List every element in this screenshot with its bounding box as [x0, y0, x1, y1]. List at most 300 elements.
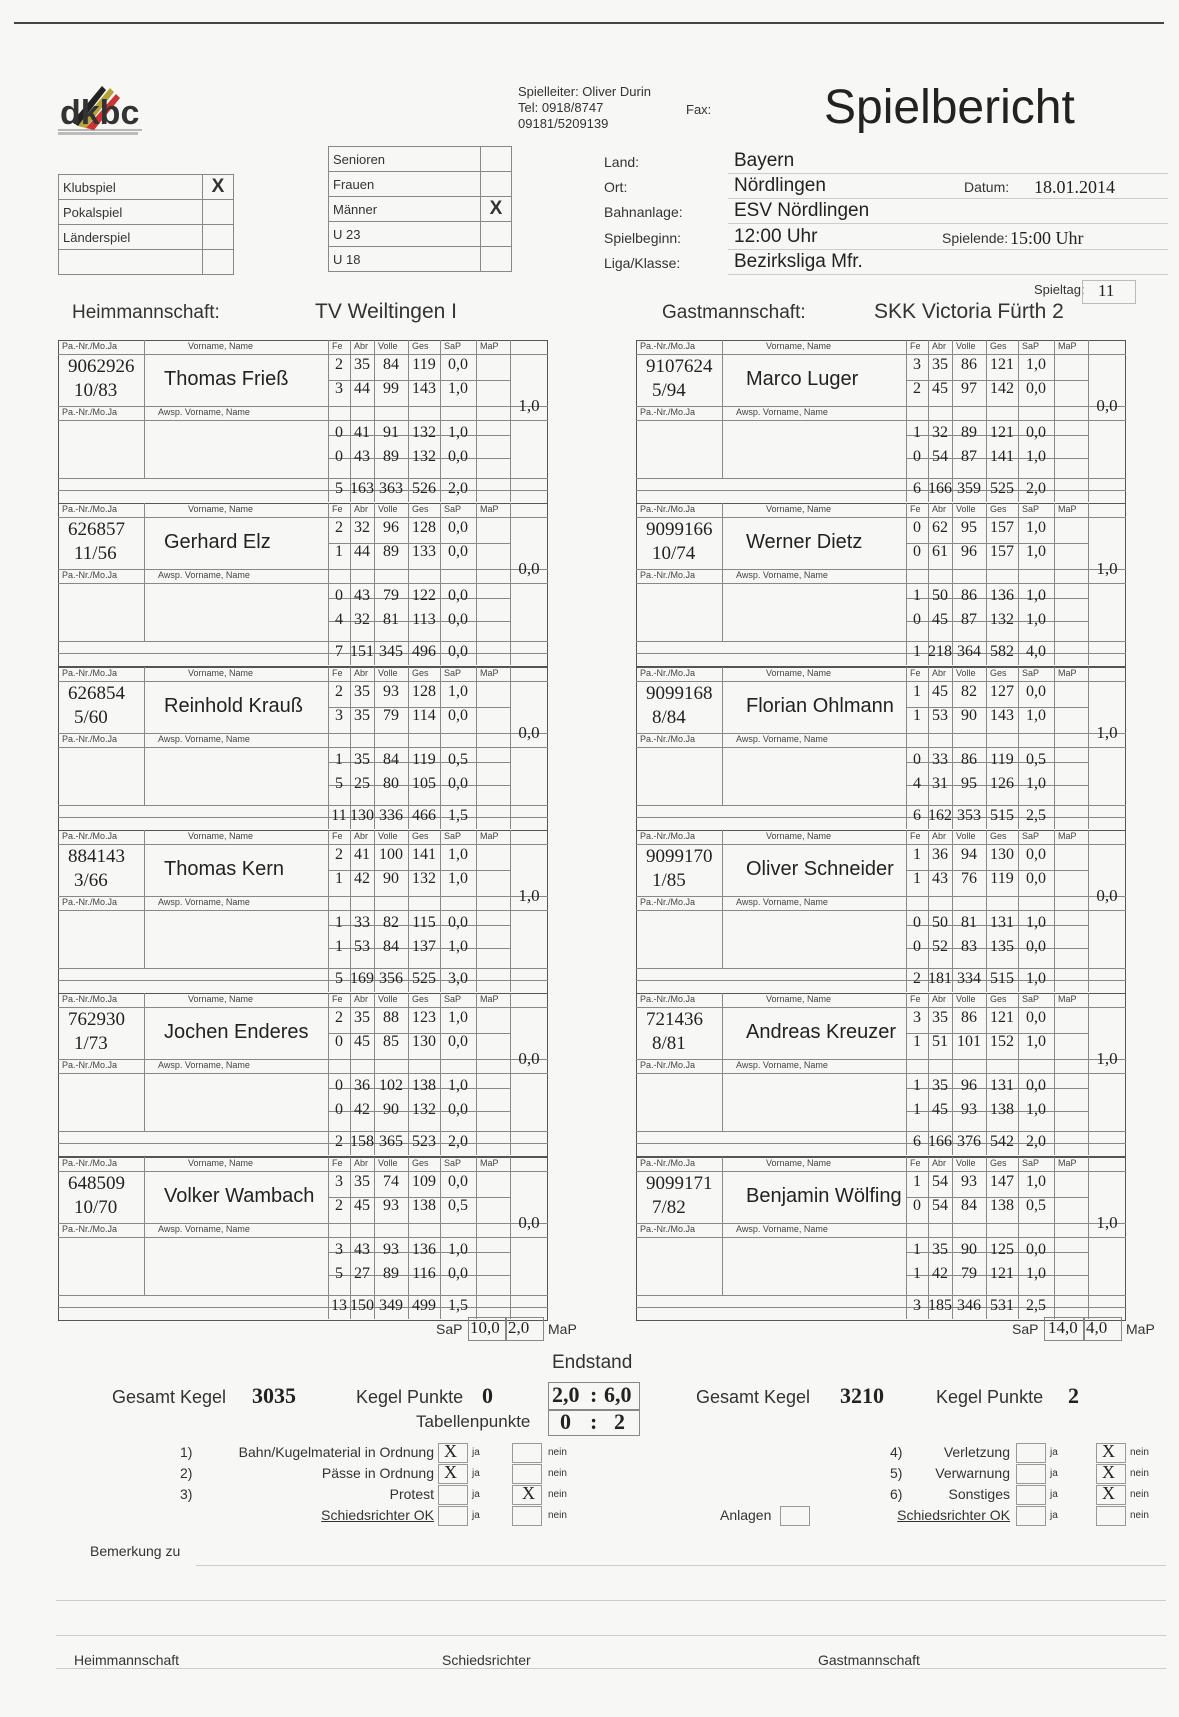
ges-header: Ges: [990, 831, 1007, 841]
grid-hline: [58, 517, 548, 518]
score-cell: 0: [335, 1033, 343, 1050]
score-cell: 126: [990, 775, 1014, 792]
score-cell: 3: [335, 707, 343, 724]
pass-header-2: Pa.-Nr./Mo.Ja: [640, 570, 696, 580]
score-cell: 42: [354, 1101, 370, 1118]
endstand-home: 2,0: [552, 1382, 580, 1407]
score-cell: 88: [383, 1009, 399, 1026]
score-cell: 76: [961, 870, 977, 887]
volle-header: Volle: [956, 831, 976, 841]
sum-cell: 496: [412, 643, 436, 660]
map-header: MaP: [1058, 504, 1077, 514]
game-type-mark: X: [203, 175, 234, 200]
score-cell: 0: [335, 424, 343, 441]
player-name: Thomas Kern: [164, 858, 285, 880]
score-cell: 115: [412, 914, 436, 931]
sum-cell: 531: [990, 1297, 1014, 1314]
home-player-block: [58, 340, 548, 504]
sum-cell: 166: [928, 480, 952, 497]
player-name: Oliver Schneider: [746, 858, 894, 880]
sum-cell: 2,0: [448, 480, 468, 497]
score-cell: 2: [335, 356, 343, 373]
score-cell: 1,0: [1026, 543, 1046, 560]
score-cell: 114: [412, 707, 436, 724]
info-liga-line: [728, 274, 1168, 275]
player-pass-number: 9099171: [646, 1173, 713, 1194]
check-nein-box[interactable]: [512, 1464, 542, 1484]
sig-guest-label: Gastmannschaft: [818, 1652, 920, 1668]
check-label: Schiedsrichter OK: [897, 1507, 1010, 1523]
sum-cell: 515: [990, 807, 1014, 824]
sum-cell: 158: [350, 1133, 374, 1150]
score-cell: 61: [932, 543, 948, 560]
sap-header: SaP: [444, 341, 462, 351]
ja-label: ja: [1050, 1489, 1058, 1500]
grid-hline: [58, 1171, 548, 1172]
score-cell: 45: [932, 380, 948, 397]
grid-hline: [58, 583, 548, 584]
pass-header-2: Pa.-Nr./Mo.Ja: [640, 407, 696, 417]
score-cell: 0,0: [448, 1173, 468, 1190]
player-pass-number: 626854: [68, 683, 125, 704]
check-ja-box[interactable]: [1016, 1506, 1046, 1526]
score-cell: 123: [412, 1009, 436, 1026]
check-nein-mark: X: [1102, 1462, 1115, 1482]
sum-cell: 515: [990, 970, 1014, 987]
score-cell: 0: [335, 1101, 343, 1118]
home-player-block: [58, 993, 548, 1157]
score-cell: 43: [354, 448, 370, 465]
sum-cell: 6: [913, 1133, 921, 1150]
score-cell: 127: [990, 683, 1014, 700]
game-type-label: Pokalspiel: [59, 200, 203, 225]
player-map-value: 1,0: [1096, 559, 1118, 578]
home-map-label: MaP: [548, 1321, 577, 1337]
info-beginn-line: [728, 249, 1168, 250]
map-header: MaP: [1058, 831, 1077, 841]
ges-header: Ges: [990, 668, 1007, 678]
awsp-header: Awsp. Vorname, Name: [158, 1224, 250, 1234]
grid-hline: [58, 641, 548, 642]
check-label: Verwarnung: [935, 1465, 1010, 1481]
score-cell: 1,0: [448, 1009, 468, 1026]
check-number: 2): [180, 1465, 193, 1481]
spielleiter-block: [518, 84, 651, 132]
score-cell: 42: [354, 870, 370, 887]
grid-hline: [636, 478, 1126, 479]
score-cell: 86: [961, 1009, 977, 1026]
check-ja-box[interactable]: [1016, 1485, 1046, 1505]
home-team-name: TV Weiltingen I: [315, 300, 458, 323]
score-cell: 79: [383, 707, 399, 724]
game-type-label: Klubspiel: [59, 175, 203, 200]
grid-vline: [510, 830, 511, 992]
score-cell: 89: [961, 424, 977, 441]
awsp-header: Awsp. Vorname, Name: [736, 1060, 828, 1070]
score-cell: 1: [335, 938, 343, 955]
score-cell: 138: [990, 1197, 1014, 1214]
sum-cell: 181: [928, 970, 952, 987]
sum-cell: 3: [913, 1297, 921, 1314]
map-header: MaP: [1058, 668, 1077, 678]
sum-cell: 2: [913, 970, 921, 987]
grid-vline: [476, 340, 477, 502]
map-header: MaP: [1058, 341, 1077, 351]
home-player-block: [58, 667, 548, 831]
abr-header: Abr: [354, 504, 369, 514]
score-cell: 0,0: [448, 1033, 468, 1050]
guest-player-block: [636, 993, 1126, 1157]
score-cell: 90: [961, 707, 977, 724]
score-cell: 96: [961, 543, 977, 560]
grid-hline: [58, 747, 548, 748]
sap-header: SaP: [1022, 504, 1040, 514]
grid-vline: [476, 993, 477, 1155]
score-cell: 1,0: [1026, 587, 1046, 604]
score-cell: 53: [354, 938, 370, 955]
sum-cell: 166: [928, 1133, 952, 1150]
grid-vline: [144, 1157, 145, 1295]
score-cell: 93: [961, 1101, 977, 1118]
nein-label: nein: [1130, 1489, 1149, 1500]
score-cell: 0,0: [1026, 1077, 1046, 1094]
sap-header: SaP: [1022, 668, 1040, 678]
score-cell: 0,5: [448, 1197, 468, 1214]
score-cell: 128: [412, 683, 436, 700]
grid-hline: [636, 583, 1126, 584]
check-ja-box[interactable]: [1016, 1464, 1046, 1484]
player-map-value: 0,0: [518, 1049, 540, 1068]
score-cell: 1,0: [448, 380, 468, 397]
score-cell: 3: [913, 356, 921, 373]
game-type-row: [59, 250, 234, 275]
score-cell: 130: [412, 1033, 436, 1050]
player-map-value: 1,0: [1096, 1213, 1118, 1232]
score-cell: 3: [335, 1173, 343, 1190]
check-ja-box[interactable]: [438, 1485, 468, 1505]
guest-map-label: MaP: [1126, 1321, 1155, 1337]
grid-hline: [636, 896, 1126, 897]
sum-cell: 1: [913, 643, 921, 660]
grid-hline: [58, 354, 548, 355]
home-player-block: [58, 830, 548, 994]
category-mark: [481, 172, 512, 197]
grid-hline: [58, 1295, 548, 1296]
check-nein-box[interactable]: [512, 1506, 542, 1526]
pass-header: Pa.-Nr./Mo.Ja: [640, 341, 696, 351]
fe-header: Fe: [910, 504, 921, 514]
fe-header: Fe: [910, 831, 921, 841]
pass-header-2: Pa.-Nr./Mo.Ja: [640, 1224, 696, 1234]
score-cell: 0,0: [1026, 1009, 1046, 1026]
name-header: Vorname, Name: [766, 994, 832, 1004]
game-type-label: [59, 250, 203, 275]
score-cell: 2: [335, 846, 343, 863]
grid-hline: [636, 569, 1126, 570]
sum-cell: 1,0: [1026, 970, 1046, 987]
check-nein-box[interactable]: [1096, 1506, 1126, 1526]
score-cell: 5: [335, 1265, 343, 1282]
name-header: Vorname, Name: [766, 1158, 832, 1168]
score-cell: 0,0: [1026, 424, 1046, 441]
score-cell: 80: [383, 775, 399, 792]
abr-header: Abr: [932, 1158, 947, 1168]
score-cell: 1,0: [448, 938, 468, 955]
score-cell: 113: [412, 611, 436, 628]
score-cell: 32: [932, 424, 948, 441]
score-cell: 2: [335, 1197, 343, 1214]
check-label: Bahn/Kugelmaterial in Ordnung: [238, 1444, 434, 1460]
ges-header: Ges: [412, 341, 429, 351]
grid-vline: [1088, 667, 1089, 829]
score-cell: 121: [990, 424, 1014, 441]
score-cell: 116: [412, 1265, 436, 1282]
check-number: 6): [890, 1486, 903, 1502]
score-cell: 0: [335, 587, 343, 604]
score-cell: 131: [990, 914, 1014, 931]
awsp-header: Awsp. Vorname, Name: [736, 570, 828, 580]
home-player-block: [58, 1157, 548, 1321]
guest-sap-total: 14,0: [1048, 1318, 1078, 1337]
check-ja-mark: X: [444, 1441, 457, 1461]
score-cell: 35: [354, 751, 370, 768]
score-cell: 122: [412, 587, 436, 604]
ges-header: Ges: [412, 668, 429, 678]
grid-hline: [58, 844, 548, 845]
grid-hline: [636, 844, 1126, 845]
score-cell: 32: [354, 611, 370, 628]
fe-header: Fe: [332, 1158, 343, 1168]
info-beginn-value: 12:00 Uhr: [734, 226, 818, 247]
info-ende-label: Spielende:: [942, 230, 1009, 246]
score-cell: 27: [354, 1265, 370, 1282]
score-cell: 102: [379, 1077, 403, 1094]
score-cell: 81: [383, 611, 399, 628]
score-cell: 121: [990, 356, 1014, 373]
score-cell: 1,0: [1026, 775, 1046, 792]
grid-hline: [636, 1131, 1126, 1132]
info-ort-line: [728, 198, 1168, 199]
score-cell: 132: [990, 611, 1014, 628]
sum-cell: 365: [379, 1133, 403, 1150]
ja-label: ja: [472, 1468, 480, 1479]
check-ja-box[interactable]: [438, 1506, 468, 1526]
nein-label: nein: [1130, 1510, 1149, 1521]
score-cell: 4: [335, 611, 343, 628]
name-header: Vorname, Name: [188, 831, 254, 841]
ja-label: ja: [1050, 1510, 1058, 1521]
score-cell: 101: [957, 1033, 981, 1050]
info-datum-label: Datum:: [964, 179, 1010, 195]
anlagen-box[interactable]: [780, 1506, 810, 1526]
score-cell: 0,0: [1026, 846, 1046, 863]
player-map-value: 0,0: [518, 559, 540, 578]
player-name: Gerhard Elz: [164, 531, 271, 553]
score-cell: 50: [932, 914, 948, 931]
score-cell: 0,0: [448, 519, 468, 536]
pass-header-2: Pa.-Nr./Mo.Ja: [640, 734, 696, 744]
sum-cell: 11: [331, 807, 347, 824]
score-cell: 1: [913, 870, 921, 887]
game-type-row: [59, 200, 234, 225]
name-header: Vorname, Name: [766, 341, 832, 351]
score-cell: 135: [990, 938, 1014, 955]
sap-header: SaP: [444, 994, 462, 1004]
grid-hline: [636, 354, 1126, 355]
score-cell: 142: [990, 380, 1014, 397]
grid-vline: [476, 1157, 477, 1319]
awsp-header: Awsp. Vorname, Name: [736, 1224, 828, 1234]
score-cell: 0,0: [448, 448, 468, 465]
score-cell: 121: [990, 1265, 1014, 1282]
ja-label: ja: [472, 1510, 480, 1521]
score-cell: 35: [932, 1009, 948, 1026]
score-cell: 1: [913, 683, 921, 700]
sum-cell: 185: [928, 1297, 952, 1314]
check-ja-box[interactable]: [1016, 1443, 1046, 1463]
sum-cell: 1,5: [448, 1297, 468, 1314]
guest-gesamt-label: Gesamt Kegel: [696, 1387, 811, 1407]
map-header: MaP: [1058, 1158, 1077, 1168]
score-cell: 54: [932, 448, 948, 465]
info-liga-value: Bezirksliga Mfr.: [734, 251, 863, 272]
info-beginn-label: Spielbeginn:: [604, 230, 682, 246]
score-cell: 90: [383, 1101, 399, 1118]
score-cell: 0,0: [1026, 938, 1046, 955]
abr-header: Abr: [354, 668, 369, 678]
grid-hline: [58, 1073, 548, 1074]
player-birth-date: 8/81: [652, 1033, 686, 1054]
awsp-header: Awsp. Vorname, Name: [158, 1060, 250, 1070]
check-number: 1): [180, 1444, 193, 1460]
score-cell: 45: [354, 1033, 370, 1050]
grid-hline: [58, 406, 548, 407]
category-label: Männer: [329, 197, 481, 222]
sum-cell: 6: [913, 807, 921, 824]
grid-vline: [1088, 340, 1089, 502]
guest-player-block: [636, 667, 1126, 831]
score-cell: 147: [990, 1173, 1014, 1190]
score-cell: 81: [961, 914, 977, 931]
score-cell: 1,0: [1026, 519, 1046, 536]
sap-header: SaP: [1022, 831, 1040, 841]
grid-hline: [58, 478, 548, 479]
check-number: 3): [180, 1486, 193, 1502]
sum-cell: 3,0: [448, 970, 468, 987]
category-mark: [481, 222, 512, 247]
score-cell: 79: [961, 1265, 977, 1282]
game-type-mark: [203, 250, 234, 275]
score-cell: 53: [932, 707, 948, 724]
score-cell: 35: [932, 1241, 948, 1258]
ges-header: Ges: [990, 1158, 1007, 1168]
check-nein-box[interactable]: [512, 1443, 542, 1463]
check-label: Schiedsrichter OK: [321, 1507, 434, 1523]
score-cell: 0,0: [448, 914, 468, 931]
info-datum-value: 18.01.2014: [1034, 177, 1115, 197]
score-cell: 133: [412, 543, 436, 560]
score-cell: 54: [932, 1197, 948, 1214]
sap-header: SaP: [444, 831, 462, 841]
pass-header: Pa.-Nr./Mo.Ja: [62, 341, 118, 351]
svg-text:dkbc: dkbc: [60, 94, 140, 132]
score-cell: 157: [990, 519, 1014, 536]
score-cell: 87: [961, 448, 977, 465]
guest-team-label: Gastmannschaft:: [662, 302, 806, 323]
score-cell: 0,0: [448, 587, 468, 604]
score-cell: 1,0: [1026, 914, 1046, 931]
ja-label: ja: [1050, 1447, 1058, 1458]
grid-hline: [58, 910, 548, 911]
grid-vline: [510, 1157, 511, 1319]
home-sap-total: 10,0: [470, 1318, 500, 1337]
abr-header: Abr: [354, 341, 369, 351]
grid-vline: [722, 503, 723, 641]
score-cell: 35: [354, 707, 370, 724]
score-cell: 1,0: [448, 870, 468, 887]
score-cell: 3: [335, 380, 343, 397]
sum-cell: 364: [957, 643, 981, 660]
ges-header: Ges: [412, 994, 429, 1004]
player-name: Jochen Enderes: [164, 1021, 309, 1043]
score-cell: 132: [412, 870, 436, 887]
volle-header: Volle: [956, 668, 976, 678]
home-sap-label: SaP: [436, 1321, 463, 1337]
score-cell: 35: [932, 1077, 948, 1094]
bemerkung-line-3: [56, 1635, 1166, 1636]
map-header: MaP: [480, 668, 499, 678]
fe-header: Fe: [910, 668, 921, 678]
score-cell: 45: [932, 1101, 948, 1118]
sap-header: SaP: [444, 668, 462, 678]
score-cell: 4: [913, 775, 921, 792]
category-row: [329, 247, 512, 272]
score-cell: 1: [913, 587, 921, 604]
score-cell: 119: [990, 870, 1014, 887]
score-cell: 0,0: [1026, 1241, 1046, 1258]
pass-header: Pa.-Nr./Mo.Ja: [62, 668, 118, 678]
volle-header: Volle: [378, 831, 398, 841]
score-cell: 136: [412, 1241, 436, 1258]
map-header: MaP: [480, 994, 499, 1004]
nein-label: nein: [1130, 1468, 1149, 1479]
grid-hline: [636, 1059, 1126, 1060]
sum-cell: 525: [412, 970, 436, 987]
score-cell: 1,0: [448, 424, 468, 441]
score-cell: 141: [990, 448, 1014, 465]
score-cell: 90: [961, 1241, 977, 1258]
player-birth-date: 10/70: [74, 1197, 118, 1218]
endstand-sep: :: [590, 1382, 598, 1407]
sum-cell: 169: [350, 970, 374, 987]
player-birth-date: 10/83: [74, 380, 118, 401]
grid-hline: [636, 420, 1126, 421]
player-name: Florian Ohlmann: [746, 695, 894, 717]
fe-header: Fe: [332, 831, 343, 841]
score-cell: 96: [961, 1077, 977, 1094]
player-name: Reinhold Krauß: [164, 695, 303, 717]
fe-header: Fe: [332, 504, 343, 514]
sum-cell: 523: [412, 1133, 436, 1150]
score-cell: 119: [990, 751, 1014, 768]
score-cell: 125: [990, 1241, 1014, 1258]
grid-hline: [636, 968, 1126, 969]
info-land-value: Bayern: [734, 150, 795, 171]
score-cell: 0: [335, 1077, 343, 1094]
name-header: Vorname, Name: [188, 1158, 254, 1168]
volle-header: Volle: [378, 994, 398, 1004]
info-land-label: Land:: [604, 154, 640, 170]
